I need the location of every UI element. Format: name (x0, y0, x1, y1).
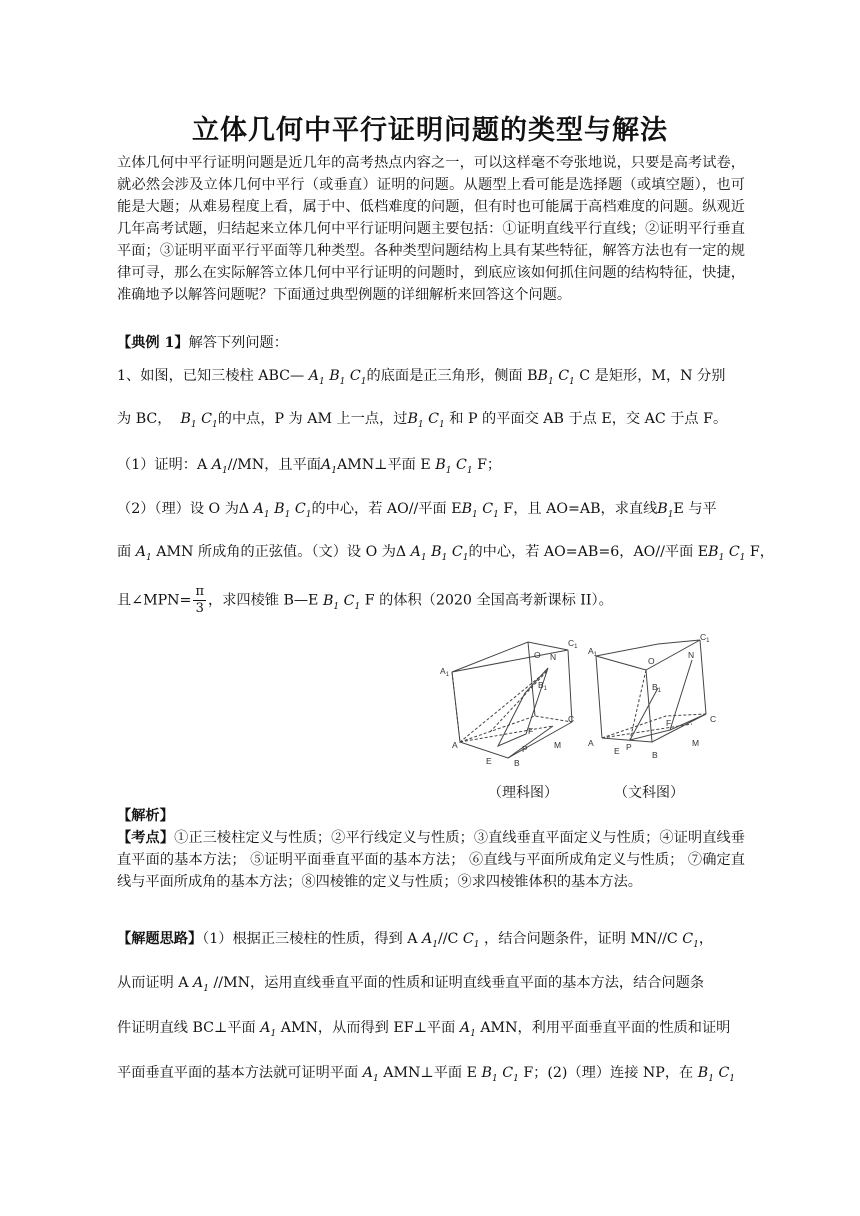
label-subscript: 1 (706, 638, 710, 644)
text: 1、如图，已知三棱柱 ABC— (117, 368, 305, 384)
math-subscript: 1 (462, 552, 469, 563)
label: O (648, 656, 655, 666)
label: E (486, 756, 492, 766)
label-subscript: 1 (657, 688, 662, 694)
figure-caption-right: （文科图） (614, 785, 684, 801)
silu-line-3 (117, 1017, 747, 1045)
text: ，求四棱锥 B—E (208, 592, 319, 609)
math-subscript: 1 (360, 376, 367, 387)
math-subscript: 1 (372, 1073, 379, 1084)
math-subscript: 1 (472, 509, 478, 520)
math-subscript: 1 (729, 1073, 736, 1084)
text: F，且 AO=AB，求直线 (503, 501, 658, 517)
math-subscript: 1 (354, 601, 361, 612)
math-subscript: 1 (441, 552, 448, 563)
silu-line-2 (117, 972, 747, 1000)
example-label-rest: 解答下列问题： (188, 335, 288, 351)
math-subscript: 1 (212, 419, 218, 430)
math-symbol: B (407, 411, 418, 427)
kaodian-text: ①正三棱柱定义与性质；②平行线定义与性质；③直线垂直平面定义与性质；④证明直线垂直平面的基本方法； ⑤证明平面垂直平面的基本方法； ⑥直线与平面所成角定义与性质； ⑦确定直线与平面所成角的基本方法；⑧四棱锥的定义与性质；⑨求四棱锥体积的基本方法。 (117, 830, 745, 890)
math-subscript: 1 (221, 465, 228, 476)
intro-paragraph (117, 152, 745, 306)
label-subscript: 1 (543, 686, 548, 692)
text: 面 (117, 544, 132, 560)
math-symbol: A (260, 1020, 271, 1036)
math-symbol: B (322, 592, 334, 609)
math-symbol: A (459, 1020, 471, 1036)
math-symbol: A (135, 544, 146, 560)
math-subscript: 1 (718, 552, 725, 563)
math-symbol: A (211, 457, 222, 473)
math-subscript: 1 (667, 509, 674, 520)
math-subscript: 1 (417, 419, 424, 430)
math-symbol: C (201, 411, 213, 427)
label: M (692, 738, 700, 748)
math-symbol: C (558, 368, 570, 384)
math-subscript: 1 (708, 1073, 714, 1084)
frac-num: π (195, 584, 204, 599)
math-symbol: C (502, 1065, 514, 1081)
example-heading (117, 332, 747, 354)
math-symbol: C (451, 544, 463, 560)
text: //MN，且平面 (227, 457, 321, 473)
math-symbol: A (193, 975, 204, 991)
text: 为 BC， (117, 411, 172, 427)
label: N (688, 650, 695, 660)
label: $B_1$ (652, 682, 662, 694)
math-symbol: B (657, 501, 668, 517)
label: E (614, 746, 620, 756)
label: A (588, 738, 594, 748)
text: //C (437, 931, 459, 947)
text: AMN 所成角的正弦值。（文）设 O 为Δ (156, 544, 407, 560)
text: F 的体积（2020 全国高考新课标 II）。 (364, 592, 613, 609)
frac-den: 3 (195, 601, 204, 616)
math-subscript: 1 (331, 465, 337, 476)
text: AMN⊥平面 E (383, 1065, 477, 1081)
page-title: 立体几何中平行证明问题的类型与解法 (192, 115, 668, 146)
text: F；(2)（理）连接 NP，在 (523, 1065, 694, 1081)
math-symbol: C (428, 411, 440, 427)
math-subscript: 1 (432, 939, 438, 950)
math-subscript: 1 (473, 939, 480, 950)
math-symbol: B (180, 411, 191, 427)
math-subscript: 1 (739, 552, 746, 563)
text: AMN，利用平面垂直平面的性质和证明 (480, 1020, 731, 1036)
label: P (522, 744, 528, 754)
math-subscript: 1 (693, 939, 699, 950)
label-subscript: 1 (445, 672, 450, 678)
label: B (514, 758, 520, 768)
silu-label: 【解题思路】 (117, 931, 203, 947)
text: （1）证明：A (117, 457, 208, 473)
math-subscript: 1 (470, 1028, 476, 1039)
math-symbol: C (482, 501, 494, 517)
math-symbol: B (435, 457, 446, 473)
math-subscript: 1 (466, 465, 473, 476)
math-subscript: 1 (569, 376, 575, 387)
math-subscript: 1 (439, 419, 445, 430)
kaodian-paragraph (117, 827, 745, 893)
label: $B_1$ (538, 680, 548, 692)
prism-figures (430, 630, 750, 775)
math-symbol: A (320, 457, 332, 473)
math-subscript: 1 (513, 1073, 519, 1084)
label: $A_1$ (588, 646, 598, 658)
math-symbol: A (421, 931, 433, 947)
label: C (710, 714, 717, 724)
text: F， (749, 544, 774, 560)
math-symbol: A (410, 544, 421, 560)
text: AMN⊥平面 E (336, 457, 431, 473)
math-symbol: C (343, 592, 355, 609)
text: ，结合问题条件，证明 MN//C (484, 931, 678, 947)
math-subscript: 1 (284, 509, 291, 520)
math-symbol: B (329, 368, 340, 384)
text: C 是矩形，M，N 分别 (579, 368, 726, 384)
text: 和 P 的平面交 AB 于点 E，交 AC 于点 F。 (449, 411, 728, 427)
text: AMN，从而得到 EF⊥平面 (280, 1020, 456, 1036)
text: 的底面是正三角形，侧面 B (366, 368, 538, 384)
silu-line-4 (117, 1062, 747, 1090)
math-subscript: 1 (203, 983, 210, 994)
math-subscript: 1 (190, 419, 197, 430)
label: $A_1$ (440, 666, 450, 678)
label: $C_1$ (568, 638, 578, 650)
math-symbol: A (253, 501, 264, 517)
label: F (528, 726, 534, 736)
problem-line-1 (117, 365, 747, 393)
text: 件证明直线 BC⊥平面 (117, 1020, 256, 1036)
math-subscript: 1 (305, 509, 312, 520)
problem-part-2 (117, 498, 747, 526)
math-symbol: C (455, 457, 467, 473)
pi-over-3-fraction (193, 584, 206, 617)
math-symbol: C (728, 544, 740, 560)
text: 的中心，若 AO//平面 E (311, 501, 462, 517)
math-symbol: B (431, 544, 442, 560)
math-symbol: C (462, 931, 474, 947)
analysis-heading: 【解析】 (117, 808, 174, 824)
math-symbol: C (349, 368, 361, 384)
text: //MN，运用直线垂直平面的性质和证明直线垂直平面的基本方法，结合问题条 (213, 975, 705, 991)
label: N (550, 652, 557, 662)
text: 从而证明 A (117, 975, 189, 991)
example-label: 【典例 1】 (117, 335, 189, 351)
label: A (452, 740, 458, 750)
problem-part-2-cont (117, 541, 774, 569)
math-symbol: C (682, 931, 694, 947)
math-symbol: C (718, 1065, 730, 1081)
intro-text: 立体几何中平行证明问题是近几年的高考热点内容之一，可以这样毫不夸张地说，只要是高考试卷，就必然会涉及立体几何中平行（或垂直）证明的问题。从题型上看可能是选择题（或填空题），也可能是大题；从难易程度上看，属于中、低档难度的问题，但有时也可能属于高档难度的问题。纵观近几年高考试题，归结起来立体几何中平行证明问题主要包括：①证明直线平行直线；②证明平行垂直平面；③证明平面平行平面等几种类型。各种类型问题结构上具有某些特征，解答方法也有一定的规律可寻，那么在实际解答立体几何中平行证明的问题时，到底应该如何抓住问题的结构特征，快捷，准确地予以解答问题呢？下面通过典型例题的详细解析来回答这个问题。 (117, 155, 745, 303)
figure-left-labels (440, 638, 578, 768)
label-subscript: 1 (593, 652, 598, 658)
label: F (666, 718, 672, 728)
text: ， (698, 931, 714, 947)
label: P (626, 742, 632, 752)
text: 且∠MPN= (117, 592, 192, 609)
label: O (534, 650, 541, 660)
math-symbol: B (274, 501, 285, 517)
label: $C_1$ (700, 632, 710, 644)
math-subscript: 1 (491, 1073, 498, 1084)
problem-part-1 (117, 454, 747, 482)
math-symbol: B (481, 1065, 492, 1081)
text: 的中点，P 为 AM 上一点，过 (217, 411, 408, 427)
math-symbol: B (708, 544, 719, 560)
problem-line-2 (117, 408, 747, 436)
math-subscript: 1 (445, 465, 452, 476)
math-symbol: B (461, 501, 473, 517)
figure-caption-left: （理科图） (488, 785, 558, 801)
text: 平面垂直平面的基本方法就可证明平面 (117, 1065, 359, 1081)
math-subscript: 1 (263, 509, 270, 520)
label: C (568, 714, 575, 724)
text: （1）根据正三棱柱的性质，得到 A (202, 931, 418, 947)
math-symbol: A (308, 368, 319, 384)
silu-line-1 (117, 928, 747, 956)
label: B (652, 750, 658, 760)
math-subscript: 1 (339, 376, 346, 387)
math-symbol: B (697, 1065, 709, 1081)
label: M (554, 740, 562, 750)
text: E 与平 (673, 501, 717, 517)
kaodian-label: 【考点】 (117, 830, 175, 846)
text: 的中心，若 AO=AB=6，AO//平面 E (468, 544, 709, 560)
text: F； (477, 457, 502, 473)
math-symbol: B (537, 368, 548, 384)
math-subscript: 1 (333, 601, 340, 612)
math-subscript: 1 (145, 552, 152, 563)
math-subscript: 1 (270, 1028, 277, 1039)
math-subscript: 1 (420, 552, 427, 563)
text: （2）（理）设 O 为Δ (117, 501, 250, 517)
math-subscript: 1 (547, 376, 554, 387)
label-subscript: 1 (574, 644, 578, 650)
math-symbol: C (294, 501, 306, 517)
problem-part-2-end (117, 584, 747, 622)
math-subscript: 1 (318, 376, 325, 387)
math-subscript: 1 (493, 509, 499, 520)
math-symbol: A (362, 1065, 373, 1081)
